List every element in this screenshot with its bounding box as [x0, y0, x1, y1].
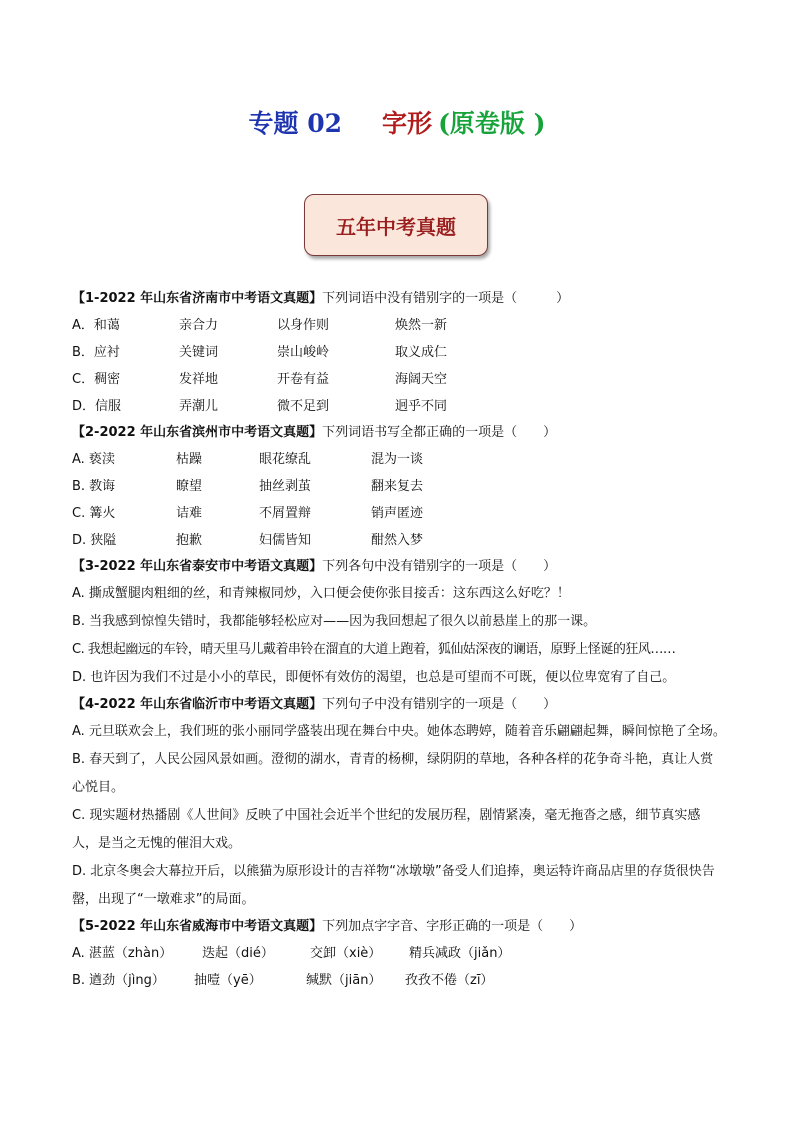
question-header: [72, 286, 726, 312]
question-source: 【5-2022 年山东省威海市中考语文真题】: [72, 919, 323, 934]
option-word: D．信服: [72, 399, 122, 414]
option-row: [72, 473, 726, 500]
option-row: [72, 527, 726, 554]
option-word: A. 亵渎: [72, 452, 115, 467]
option-word: 微不足到: [277, 399, 330, 414]
option-word: 开卷有益: [277, 372, 330, 387]
option-word: 缄默（jiān）: [306, 973, 382, 988]
question-source: 【2-2022 年山东省滨州市中考语文真题】: [72, 425, 323, 440]
option-word: 迥乎不同: [395, 399, 448, 414]
question-header: [72, 914, 726, 940]
option-word: 海阔天空: [395, 372, 448, 387]
section-badge: 五年中考真题: [304, 194, 488, 256]
option-row: [72, 312, 726, 339]
question-5: [72, 914, 726, 994]
option-word: 酣然入梦: [371, 533, 424, 548]
option-word: 以身作则: [277, 318, 330, 333]
option-word: B．应衬: [72, 345, 120, 360]
option-word: 崇山峻岭: [277, 345, 330, 360]
title-subject: 字形: [382, 109, 433, 138]
option-row: [72, 940, 726, 967]
option-row: [72, 393, 726, 420]
question-source: 【3-2022 年山东省泰安市中考语文真题】: [72, 559, 323, 574]
option-word: B. 遒劲（jìng）: [72, 973, 165, 988]
option-word: C．稠密: [72, 372, 121, 387]
page-title: [0, 104, 794, 140]
question-header: [72, 692, 726, 718]
option-word: 交卸（xiè）: [310, 946, 382, 961]
option-sentence: C. 现实题材热播剧《人世间》反映了中国社会近半个世纪的发展历程，剧情紧凑，毫无拖沓之感，细节真实感人，是当之无愧的催泪大戏。: [72, 808, 701, 851]
option-row: [72, 446, 726, 473]
question-3: [72, 554, 726, 692]
option-row: [72, 366, 726, 393]
question-source: 【4-2022 年山东省临沂市中考语文真题】: [72, 697, 323, 712]
option-word: A．和蔼: [72, 318, 120, 333]
option-word: C. 篝火: [72, 506, 116, 521]
option-word: 混为一谈: [371, 452, 424, 467]
option-word: B. 教诲: [72, 479, 116, 494]
question-1: [72, 286, 726, 420]
option-word: 抽噎（yē）: [194, 973, 262, 988]
option-row: [72, 967, 726, 994]
option-word: 翻来复去: [371, 479, 424, 494]
option-word: 亲合力: [179, 318, 219, 333]
option-row: [72, 339, 726, 366]
option-word: 不屑置辩: [259, 506, 312, 521]
option-word: 瞭望: [176, 479, 203, 494]
question-2: [72, 420, 726, 554]
option-word: 取义成仁: [395, 345, 448, 360]
question-stem: 下列词语中没有错别字的一项是（ ）: [322, 291, 570, 306]
option-word: 精兵减政（jiǎn）: [409, 946, 511, 961]
option-word: 弄潮儿: [179, 399, 219, 414]
option-word: D. 狭隘: [72, 533, 117, 548]
question-header: [72, 420, 726, 446]
question-stem: 下列句子中没有错别字的一项是（ ）: [322, 697, 557, 712]
question-4: [72, 692, 726, 914]
option-word: A. 湛蓝（zhàn）: [72, 946, 173, 961]
question-stem: 下列加点字字音、字形正确的一项是（ ）: [322, 919, 583, 934]
option-row: [72, 500, 726, 527]
question-stem: 下列词语书写全都正确的一项是（ ）: [322, 425, 557, 440]
question-header: [72, 554, 726, 580]
option-word: 销声匿迹: [371, 506, 424, 521]
title-topic-number: 专题 02: [248, 109, 343, 138]
option-sentence: D. 北京冬奥会大幕拉开后，以熊猫为原形设计的吉祥物“冰墩墩”备受人们追捧，奥运特许商品店里的存货很快告罄，出现了“一墩难求”的局面。: [72, 864, 715, 907]
option-sentence: A. 元旦联欢会上，我们班的张小丽同学盛装出现在舞台中央。她体态聘婷，随着音乐翩翩起舞，瞬间惊艳了全场。: [72, 724, 726, 739]
option-word: 发祥地: [179, 372, 219, 387]
question-list: [72, 286, 726, 994]
question-stem: 下列各句中没有错别字的一项是（ ）: [322, 559, 557, 574]
option-word: 迭起（dié）: [202, 946, 274, 961]
option-word: 眼花缭乱: [259, 452, 312, 467]
option-word: 孜孜不倦（zī）: [405, 973, 494, 988]
option-word: 关键词: [179, 345, 219, 360]
option-sentence: C. 我想起幽远的车铃，晴天里马儿戴着串铃在溜直的大道上跑着，狐仙姑深夜的谰语，原野上怪诞的狂风……: [72, 642, 676, 657]
option-word: 诘难: [176, 506, 203, 521]
option-word: 焕然一新: [395, 318, 448, 333]
option-word: 妇儒皆知: [259, 533, 312, 548]
option-sentence: B. 春天到了，人民公园风景如画。澄彻的湖水，青青的杨柳，绿阴阴的草地，各种各样的花争奇斗艳，真让人赏心悦目。: [72, 752, 714, 795]
option-sentence: B. 当我感到惊惶失错时，我都能够轻松应对——因为我回想起了很久以前悬崖上的那一课。: [72, 614, 597, 629]
option-sentence: D. 也许因为我们不过是小小的草民，即便怀有效仿的渴望，也总是可望而不可既，便以位卑宽宥了自己。: [72, 670, 676, 685]
option-word: 抽丝剥茧: [259, 479, 312, 494]
question-source: 【1-2022 年山东省济南市中考语文真题】: [72, 291, 323, 306]
option-word: 枯躁: [176, 452, 203, 467]
option-word: 抱歉: [176, 533, 203, 548]
option-sentence: A. 撕成蟹腿肉粗细的丝，和青辣椒同炒，入口便会使你张目接舌：这东西这么好吃？！: [72, 586, 570, 601]
title-version: (原卷版 ): [438, 109, 546, 138]
